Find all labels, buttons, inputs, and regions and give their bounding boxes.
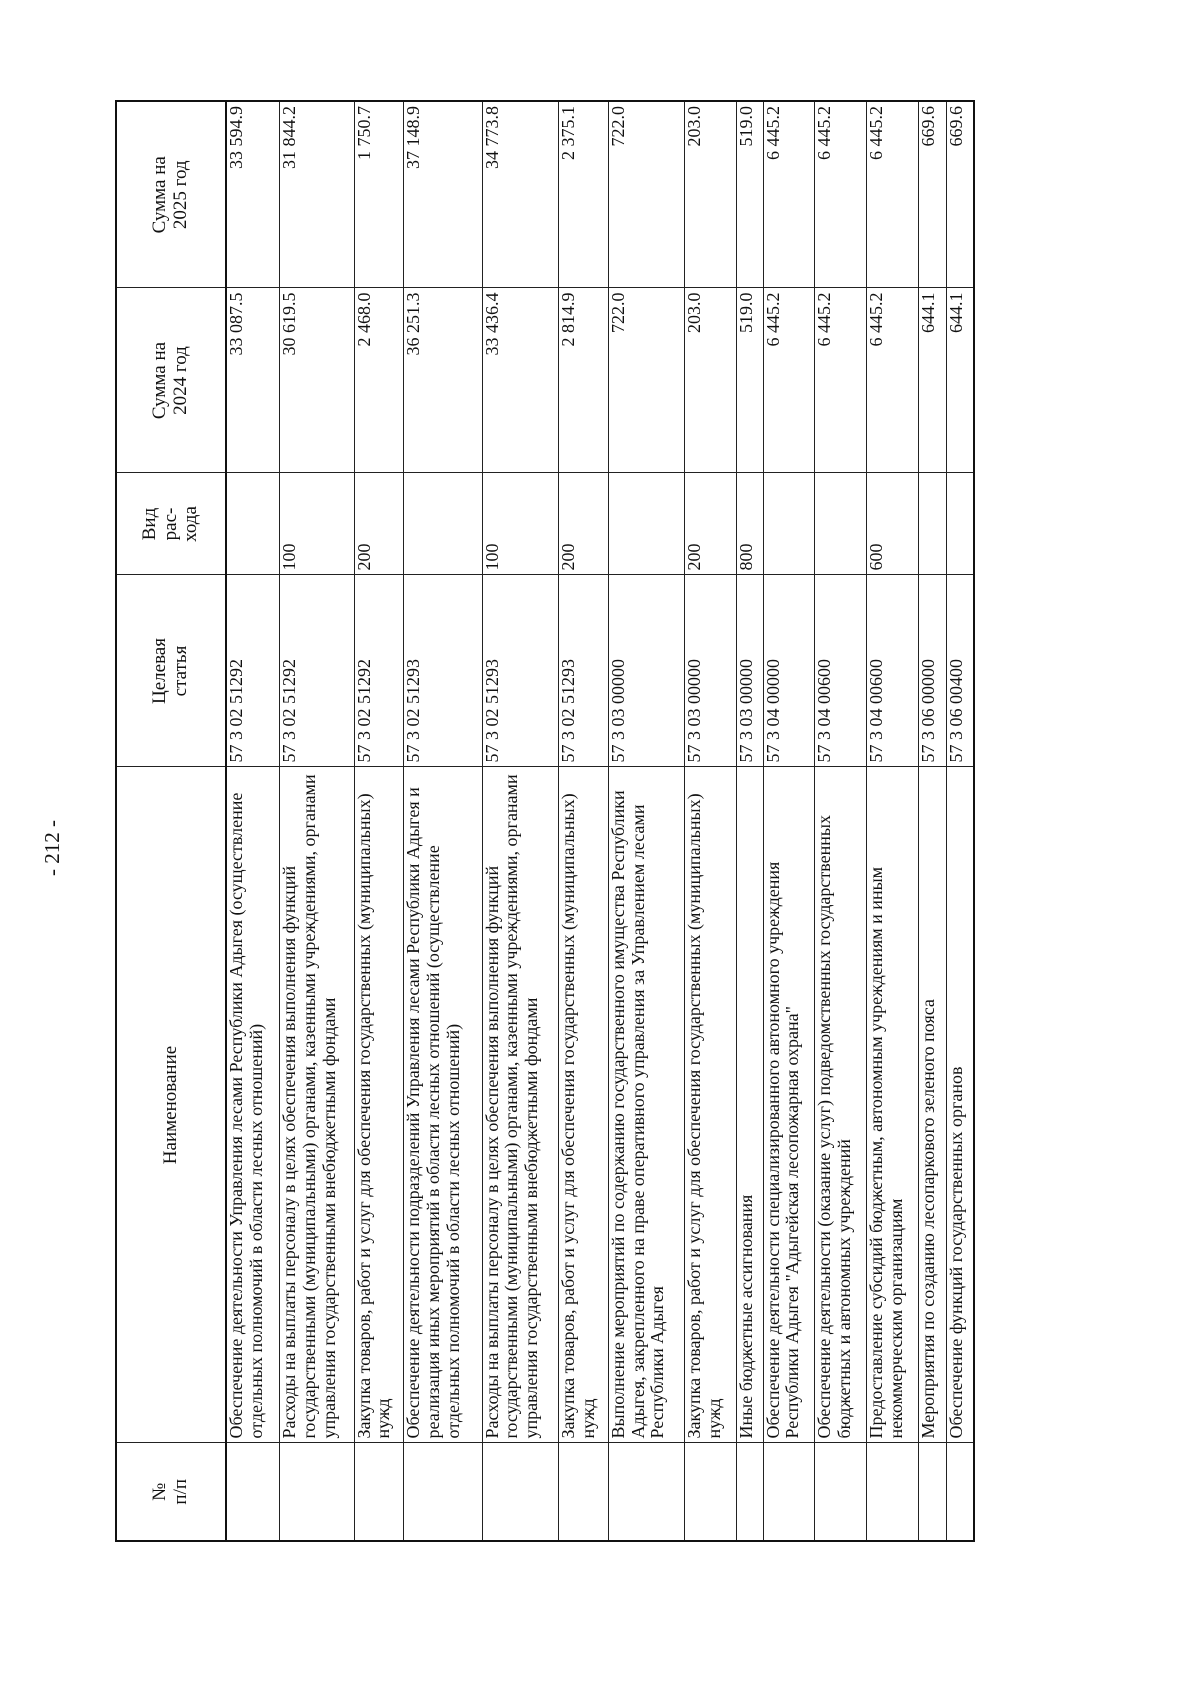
- cell-code: 57 3 06 00400: [946, 575, 974, 767]
- cell-sum-2024: 2 468.0: [354, 288, 404, 473]
- table-row: [946, 101, 974, 1541]
- cell-num: [918, 1443, 946, 1541]
- cell-sum-2025: 2 375.1: [559, 101, 609, 288]
- cell-sum-2024: 644.1: [918, 288, 946, 473]
- cell-name: Предоставление субсидий бюджетным, автономным учреждениям и иным некоммерческим организациям: [866, 767, 918, 1443]
- cell-name: Обеспечение деятельности (оказание услуг) подведомственных государственных бюджетных и автономных учреждений: [815, 767, 867, 1443]
- cell-num: [815, 1443, 867, 1541]
- cell-code: 57 3 03 00000: [685, 575, 737, 767]
- cell-code: 57 3 02 51293: [559, 575, 609, 767]
- cell-num: [763, 1443, 815, 1541]
- cell-name: Выполнение мероприятий по содержанию государственного имущества Республики Адыгея, закрепленного на праве оперативного управления за Управлением лесами Республики Адыгея: [608, 767, 684, 1443]
- cell-num: [866, 1443, 918, 1541]
- table-row: [280, 101, 354, 1541]
- cell-sum-2025: 6 445.2: [866, 101, 918, 288]
- cell-sum-2024: 722.0: [608, 288, 684, 473]
- cell-name: Обеспечение деятельности подразделений Управления лесами Республики Адыгея и реализация иных мероприятий в области лесных отношений (осуществление отдельных полномочий в области лесных отношений): [404, 767, 483, 1443]
- cell-sum-2024: 2 814.9: [559, 288, 609, 473]
- cell-name: Расходы на выплаты персоналу в целях обеспечения выполнения функций государственными (муниципальными) органами, казенными учреждениями, органами управления государственными внебюджетными фондами: [482, 767, 558, 1443]
- header-name: Наименование: [116, 767, 226, 1443]
- cell-name: Обеспечение деятельности специализированного автономного учреждения Республики Адыгея "Адыгейская лесопожарная охрана": [763, 767, 815, 1443]
- cell-code: 57 3 03 00000: [736, 575, 763, 767]
- cell-code: 57 3 06 00000: [918, 575, 946, 767]
- cell-name: Обеспечение функций государственных органов: [946, 767, 974, 1443]
- cell-sum-2024: 33 087.5: [226, 288, 280, 473]
- cell-num: [608, 1443, 684, 1541]
- cell-name: Закупка товаров, работ и услуг для обеспечения государственных (муниципальных) нужд: [685, 767, 737, 1443]
- cell-vid: 200: [685, 473, 737, 575]
- table-row: [736, 101, 763, 1541]
- cell-sum-2024: 6 445.2: [815, 288, 867, 473]
- budget-table: [115, 100, 975, 1542]
- cell-code: 57 3 02 51293: [404, 575, 483, 767]
- cell-vid: [404, 473, 483, 575]
- header-vid: Вид рас- хода: [116, 473, 226, 575]
- cell-vid: 600: [866, 473, 918, 575]
- cell-vid: 200: [559, 473, 609, 575]
- cell-sum-2025: 33 594.9: [226, 101, 280, 288]
- budget-table-rotated: [115, 102, 975, 1542]
- cell-sum-2025: 34 773.8: [482, 101, 558, 288]
- cell-name: Иные бюджетные ассигнования: [736, 767, 763, 1443]
- table-row: [685, 101, 737, 1541]
- cell-sum-2024: 30 619.5: [280, 288, 354, 473]
- cell-sum-2025: 6 445.2: [815, 101, 867, 288]
- cell-sum-2024: 36 251.3: [404, 288, 483, 473]
- cell-sum-2024: 6 445.2: [763, 288, 815, 473]
- cell-vid: [763, 473, 815, 575]
- table-row: [608, 101, 684, 1541]
- cell-vid: [608, 473, 684, 575]
- cell-sum-2025: 6 445.2: [763, 101, 815, 288]
- cell-sum-2025: 37 148.9: [404, 101, 483, 288]
- header-sum-2024: Сумма на 2024 год: [116, 288, 226, 473]
- table-row: [559, 101, 609, 1541]
- page-number: - 212 -: [40, 820, 64, 876]
- table-row: [226, 101, 280, 1541]
- cell-sum-2024: 644.1: [946, 288, 974, 473]
- table-header-row: [116, 101, 226, 1541]
- cell-name: Мероприятия по созданию лесопаркового зеленого пояса: [918, 767, 946, 1443]
- cell-code: 57 3 02 51292: [354, 575, 404, 767]
- cell-code: 57 3 02 51292: [280, 575, 354, 767]
- cell-num: [559, 1443, 609, 1541]
- table-row: [918, 101, 946, 1541]
- cell-sum-2025: 669.6: [918, 101, 946, 288]
- cell-vid: [815, 473, 867, 575]
- cell-code: 57 3 04 00600: [866, 575, 918, 767]
- cell-code: 57 3 04 00600: [815, 575, 867, 767]
- cell-vid: 100: [482, 473, 558, 575]
- cell-num: [736, 1443, 763, 1541]
- cell-code: 57 3 04 00000: [763, 575, 815, 767]
- table-row: [354, 101, 404, 1541]
- table-row: [404, 101, 483, 1541]
- header-code: Целевая статья: [116, 575, 226, 767]
- cell-vid: 200: [354, 473, 404, 575]
- cell-num: [404, 1443, 483, 1541]
- cell-sum-2025: 519.0: [736, 101, 763, 288]
- cell-sum-2025: 669.6: [946, 101, 974, 288]
- header-sum-2025: Сумма на 2025 год: [116, 101, 226, 288]
- cell-vid: 100: [280, 473, 354, 575]
- cell-name: Закупка товаров, работ и услуг для обеспечения государственных (муниципальных) нужд: [559, 767, 609, 1443]
- cell-num: [280, 1443, 354, 1541]
- cell-name: Расходы на выплаты персоналу в целях обеспечения выполнения функций государственными (муниципальными) органами, казенными учреждениями, органами управления государственными внебюджетными фондами: [280, 767, 354, 1443]
- table-row: [815, 101, 867, 1541]
- cell-num: [685, 1443, 737, 1541]
- cell-name: Закупка товаров, работ и услуг для обеспечения государственных (муниципальных) нужд: [354, 767, 404, 1443]
- cell-sum-2025: 722.0: [608, 101, 684, 288]
- header-num: № п/п: [116, 1443, 226, 1541]
- cell-num: [482, 1443, 558, 1541]
- table-row: [866, 101, 918, 1541]
- cell-sum-2025: 1 750.7: [354, 101, 404, 288]
- cell-sum-2025: 203.0: [685, 101, 737, 288]
- cell-vid: [226, 473, 280, 575]
- cell-code: 57 3 03 00000: [608, 575, 684, 767]
- cell-vid: [946, 473, 974, 575]
- cell-num: [946, 1443, 974, 1541]
- cell-sum-2024: 33 436.4: [482, 288, 558, 473]
- cell-sum-2024: 203.0: [685, 288, 737, 473]
- cell-vid: [918, 473, 946, 575]
- cell-sum-2025: 31 844.2: [280, 101, 354, 288]
- cell-vid: 800: [736, 473, 763, 575]
- cell-name: Обеспечение деятельности Управления лесами Республики Адыгея (осуществление отдельных полномочий в области лесных отношений): [226, 767, 280, 1443]
- cell-num: [226, 1443, 280, 1541]
- table-row: [482, 101, 558, 1541]
- table-row: [763, 101, 815, 1541]
- cell-code: 57 3 02 51293: [482, 575, 558, 767]
- cell-sum-2024: 519.0: [736, 288, 763, 473]
- cell-sum-2024: 6 445.2: [866, 288, 918, 473]
- cell-num: [354, 1443, 404, 1541]
- cell-code: 57 3 02 51292: [226, 575, 280, 767]
